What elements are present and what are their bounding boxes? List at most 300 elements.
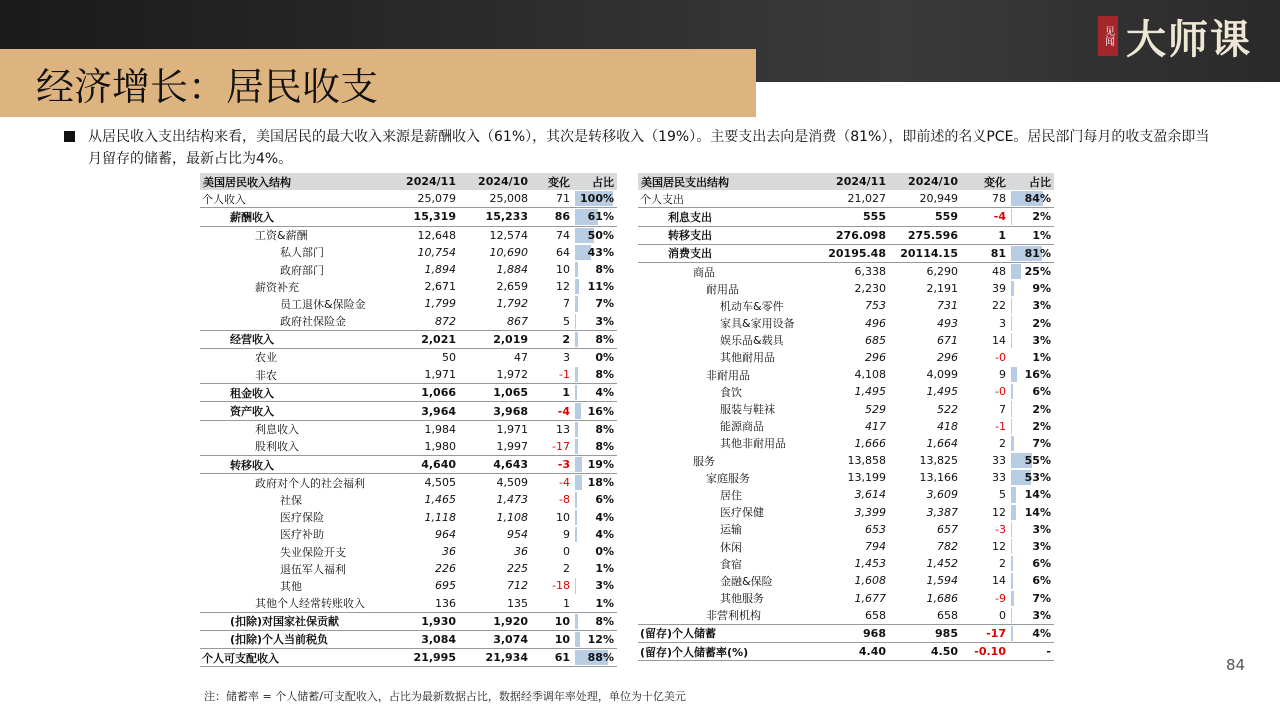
cell-v1: 1,465: [424, 493, 456, 507]
share-bar: [1011, 556, 1013, 571]
cell-v1: 1,930: [380, 612, 459, 630]
cell-v2: 225: [507, 562, 528, 576]
cell-share: [573, 474, 617, 492]
cell-v1: 4.40: [810, 643, 889, 661]
share-bar: [1011, 487, 1016, 502]
cell-v2: 10,690: [489, 245, 528, 259]
share-value: 8%: [595, 368, 614, 382]
row-label: 非农: [200, 366, 380, 384]
cell-share: [1009, 538, 1054, 555]
cell-v2: 13,825: [919, 454, 958, 468]
row-label: 私人部门: [280, 246, 324, 260]
cell-v1: 15,319: [380, 208, 459, 226]
brand-name: 大师课: [1126, 15, 1252, 63]
cell-change: 10: [531, 630, 573, 648]
table-row: [638, 400, 1054, 417]
cell-v2: 12,574: [489, 228, 528, 242]
cell-change: 14: [992, 574, 1006, 588]
cell-v1: 4,640: [380, 456, 459, 474]
cell-share: [1009, 469, 1054, 486]
cell-change: -17: [531, 438, 573, 456]
cell-v1: 1,066: [380, 384, 459, 402]
cell-share: [573, 543, 617, 560]
cell-share: [1009, 244, 1054, 262]
share-value: 4%: [1032, 626, 1051, 640]
row-label: 休闲: [720, 540, 742, 554]
row-label: 服务: [693, 454, 715, 468]
table-row: [200, 526, 617, 543]
row-label: 运输: [720, 523, 742, 537]
cell-v2: 4,643: [459, 456, 531, 474]
brand-logo: [1098, 6, 1252, 66]
cell-v1: 1,980: [380, 438, 459, 456]
row-label: 农业: [255, 351, 277, 365]
share-value: 8%: [595, 614, 614, 628]
share-value: 25%: [1024, 265, 1051, 279]
table-row: [200, 509, 617, 526]
cell-share: [1009, 226, 1054, 244]
cell-share: [1009, 590, 1054, 607]
bullet-square-icon: [64, 131, 75, 142]
share-bar: [1011, 333, 1012, 348]
cell-v2: 731: [937, 299, 958, 313]
cell-v2: 296: [937, 350, 958, 364]
cell-v2: 3,968: [459, 402, 531, 420]
table-row: [200, 543, 617, 560]
row-label: 社保: [280, 493, 302, 507]
row-label: (扣除)对国家社保贡献: [200, 612, 380, 630]
cell-share: [573, 649, 617, 667]
cell-change: 33: [992, 454, 1006, 468]
cell-v2: 13,166: [919, 471, 958, 485]
table-row: [638, 349, 1054, 366]
share-bar: [575, 296, 578, 311]
cell-change: 0: [563, 545, 570, 559]
share-value: 8%: [595, 263, 614, 277]
cell-v2: 2,019: [459, 330, 531, 348]
cell-v1: 555: [810, 208, 889, 226]
share-bar: [575, 403, 581, 418]
cell-share: [1009, 624, 1054, 642]
cell-v2: 1,792: [496, 297, 528, 311]
share-bar: [575, 632, 580, 647]
cell-v2: 4,099: [926, 368, 958, 382]
cell-share: [573, 456, 617, 474]
share-value: 1%: [1032, 228, 1051, 242]
table-row: [200, 295, 617, 312]
cell-change: 2: [531, 330, 573, 348]
cell-v1: 21,995: [380, 649, 459, 667]
row-label: 其他: [280, 579, 302, 593]
cell-change: -3: [995, 522, 1006, 536]
share-value: 1%: [595, 562, 614, 576]
share-bar: [575, 578, 576, 593]
share-value: 3%: [1032, 333, 1051, 347]
table-row: [200, 402, 617, 420]
cell-v1: 13,858: [847, 454, 886, 468]
row-label: 租金收入: [200, 384, 380, 402]
share-value: 84%: [1024, 192, 1051, 206]
cell-share: [1009, 315, 1054, 332]
share-bar: [1011, 591, 1014, 606]
table-row: [200, 348, 617, 366]
share-value: 14%: [1024, 488, 1051, 502]
share-value: 2%: [1032, 210, 1051, 224]
cell-v1: 3,964: [380, 402, 459, 420]
page-title: 经济增长：居民收支: [36, 65, 379, 109]
table-row: [638, 435, 1054, 452]
share-value: 18%: [587, 476, 614, 490]
cell-v1: 12,648: [417, 228, 456, 242]
cell-v2: 1,884: [496, 263, 528, 277]
cell-share: [573, 208, 617, 226]
cell-share: [573, 384, 617, 402]
cell-v2: 657: [937, 522, 958, 536]
bullet-point: [64, 126, 1214, 170]
share-value: 7%: [595, 297, 614, 311]
page-number: 84: [1226, 656, 1246, 674]
cell-v1: 695: [435, 579, 456, 593]
share-bar: [1011, 626, 1013, 641]
cell-share: [573, 366, 617, 384]
cell-share: [1009, 521, 1054, 538]
cell-v2: 493: [937, 316, 958, 330]
table-row: [200, 630, 617, 648]
share-bar: [1011, 316, 1012, 331]
cell-share: [573, 420, 617, 438]
row-label: 能源商品: [720, 420, 764, 434]
cell-v1: 1,666: [854, 436, 886, 450]
share-value: 6%: [1032, 557, 1051, 571]
cell-change: 78: [961, 190, 1009, 208]
row-label: 居住: [720, 488, 742, 502]
cell-change: 2: [563, 562, 570, 576]
cell-change: 48: [992, 265, 1006, 279]
cell-v2: 4.50: [889, 643, 961, 661]
table-row: [638, 332, 1054, 349]
share-value: 4%: [595, 527, 614, 541]
row-label: (留存)个人储蓄率(%): [638, 643, 810, 661]
cell-share: [1009, 418, 1054, 435]
cell-share: [573, 630, 617, 648]
table-row: [200, 577, 617, 594]
row-label: 利息支出: [638, 208, 810, 226]
cell-share: [573, 226, 617, 244]
share-bar: [1011, 539, 1012, 554]
cell-v2: 1,065: [459, 384, 531, 402]
table-row: [200, 313, 617, 331]
income-header-change: 变化: [531, 173, 573, 190]
table-row: [200, 278, 617, 295]
cell-share: [1009, 332, 1054, 349]
cell-share: [573, 261, 617, 278]
income-header-label: 美国居民收入结构: [200, 173, 380, 190]
share-bar: [1011, 419, 1012, 434]
cell-change: 39: [992, 282, 1006, 296]
cell-v2: 418: [937, 419, 958, 433]
share-bar: [575, 527, 577, 542]
row-label: 服装与鞋袜: [720, 403, 775, 417]
cell-share: [1009, 504, 1054, 521]
share-bar: [575, 314, 576, 329]
share-value: 8%: [595, 332, 614, 346]
cell-v2: 36: [514, 545, 528, 559]
cell-v1: 4,108: [854, 368, 886, 382]
row-label: 资产收入: [200, 402, 380, 420]
cell-change: 2: [999, 436, 1006, 450]
table-row: [638, 607, 1054, 625]
share-value: 16%: [1024, 368, 1051, 382]
cell-change: 10: [556, 263, 570, 277]
cell-v2: 867: [459, 313, 531, 331]
cell-share: [1009, 607, 1054, 625]
cell-share: [1009, 643, 1054, 661]
row-label: 转移支出: [638, 226, 810, 244]
cell-v2: 3,387: [926, 505, 958, 519]
expense-header-v2: 2024/10: [889, 173, 961, 190]
share-value: 9%: [1032, 282, 1051, 296]
table-row: [200, 261, 617, 278]
share-value: 4%: [595, 510, 614, 524]
table-row: [638, 297, 1054, 314]
table-row: [200, 456, 617, 474]
cell-v2: 1,972: [459, 366, 531, 384]
cell-change: -0.10: [961, 643, 1009, 661]
share-value: 4%: [595, 386, 614, 400]
expense-header-change: 变化: [961, 173, 1009, 190]
income-table: [200, 173, 617, 667]
row-label: 食饮: [720, 385, 742, 399]
cell-v1: 872: [380, 313, 459, 331]
bullet-text: 从居民收入支出结构来看，美国居民的最大收入来源是薪酬收入（61%），其次是转移收入（19%）。主要支出去向是消费（81%），即前述的名义PCE。居民部门每月的收支盈余即当月留存的储蓄，最新占比为4%。: [88, 129, 1210, 167]
table-row: [200, 595, 617, 613]
cell-v2: 1,664: [926, 436, 958, 450]
expense-header-row: [638, 173, 1054, 190]
cell-v2: 1,686: [926, 591, 958, 605]
cell-share: [573, 560, 617, 577]
cell-share: [573, 577, 617, 594]
cell-v2: 275.596: [889, 226, 961, 244]
cell-v1: 1,894: [424, 263, 456, 277]
cell-v1: 753: [865, 299, 886, 313]
share-bar: [1011, 573, 1013, 588]
share-value: 1%: [1032, 350, 1051, 364]
share-value: 3%: [1032, 608, 1051, 622]
table-row: [638, 418, 1054, 435]
cell-change: -4: [961, 208, 1009, 226]
cell-share: [1009, 400, 1054, 417]
cell-share: [1009, 383, 1054, 400]
cell-v2: 20114.15: [889, 244, 961, 262]
row-label: 经营收入: [200, 330, 380, 348]
cell-change: -8: [559, 493, 570, 507]
cell-change: 10: [531, 612, 573, 630]
row-label: (扣除)个人当前税负: [200, 630, 380, 648]
share-value: 55%: [1024, 454, 1051, 468]
share-bar: [1011, 401, 1012, 416]
title-box: [0, 49, 756, 117]
cell-share: [1009, 452, 1054, 469]
row-label: 医疗保健: [720, 506, 764, 520]
brand-seal: 见闻: [1098, 16, 1118, 56]
row-label: 金融&保险: [720, 574, 773, 588]
row-label: 食宿: [720, 557, 742, 571]
cell-change: 14: [992, 333, 1006, 347]
share-value: 3%: [1032, 299, 1051, 313]
cell-v2: 1,108: [496, 510, 528, 524]
cell-v1: 417: [865, 419, 886, 433]
share-value: 11%: [587, 280, 614, 294]
share-value: 16%: [587, 404, 614, 418]
share-value: 8%: [595, 439, 614, 453]
cell-v1: 4,505: [424, 476, 456, 490]
table-row: [638, 280, 1054, 297]
cell-v1: 2,021: [380, 330, 459, 348]
table-row: [638, 590, 1054, 607]
cell-v2: 1,473: [496, 493, 528, 507]
cell-change: 1: [961, 226, 1009, 244]
share-value: 19%: [587, 458, 614, 472]
row-label: 商品: [693, 265, 715, 279]
cell-change: -3: [531, 456, 573, 474]
cell-share: [573, 244, 617, 261]
cell-v1: 1,677: [854, 591, 886, 605]
table-row: [638, 521, 1054, 538]
table-row: [200, 438, 617, 456]
share-value: 3%: [1032, 522, 1051, 536]
cell-v1: 794: [865, 540, 886, 554]
row-label: 家具&家用设备: [720, 317, 795, 331]
share-bar: [575, 262, 578, 277]
row-label: 个人收入: [200, 190, 380, 208]
table-row: [638, 244, 1054, 262]
table-row: [638, 190, 1054, 208]
cell-v2: 25,008: [459, 190, 531, 208]
expense-header-label: 美国居民支出结构: [638, 173, 810, 190]
table-row: [200, 649, 617, 667]
cell-change: 86: [531, 208, 573, 226]
share-value: 7%: [1032, 591, 1051, 605]
cell-v1: 25,079: [380, 190, 459, 208]
cell-v2: 954: [507, 527, 528, 541]
cell-v1: 496: [865, 316, 886, 330]
cell-v2: 1,971: [496, 422, 528, 436]
table-row: [200, 226, 617, 244]
cell-share: [1009, 280, 1054, 297]
cell-v2: 985: [889, 624, 961, 642]
cell-change: -1: [995, 419, 1006, 433]
cell-share: [1009, 435, 1054, 452]
share-bar: [575, 510, 577, 525]
cell-share: [573, 526, 617, 543]
cell-v2: 1,594: [926, 574, 958, 588]
share-value: 6%: [1032, 385, 1051, 399]
share-bar: [575, 367, 578, 382]
cell-change: 61: [531, 649, 573, 667]
cell-change: 12: [992, 540, 1006, 554]
cell-share: [1009, 262, 1054, 280]
cell-v1: 2,671: [424, 280, 456, 294]
row-label: 非营利机构: [638, 607, 810, 625]
cell-change: -18: [552, 579, 570, 593]
row-label: 政府部门: [280, 263, 324, 277]
share-value: 2%: [1032, 402, 1051, 416]
row-label: 失业保险开支: [280, 545, 346, 559]
row-label: 耐用品: [706, 282, 739, 296]
share-value: 61%: [587, 210, 614, 224]
row-label: 非耐用品: [706, 368, 750, 382]
cell-v1: 1,799: [424, 297, 456, 311]
table-row: [638, 538, 1054, 555]
row-label: 其他个人经常转账收入: [200, 595, 380, 613]
share-bar: [575, 492, 577, 507]
cell-share: [573, 595, 617, 613]
table-row: [638, 572, 1054, 589]
table-row: [200, 612, 617, 630]
cell-share: [573, 295, 617, 312]
share-value: 8%: [595, 422, 614, 436]
share-bar: [575, 332, 578, 347]
table-row: [638, 643, 1054, 661]
cell-change: -0: [995, 385, 1006, 399]
cell-v2: 522: [937, 402, 958, 416]
cell-share: [573, 348, 617, 366]
row-label: 退伍军人福利: [280, 562, 346, 576]
share-bar: [1011, 505, 1016, 520]
table-row: [638, 383, 1054, 400]
cell-share: [1009, 366, 1054, 383]
share-bar: [575, 422, 578, 437]
share-value: 43%: [587, 245, 614, 259]
share-value: 81%: [1024, 246, 1051, 260]
cell-share: [1009, 486, 1054, 503]
row-label: 其他非耐用品: [720, 437, 786, 451]
cell-share: [573, 612, 617, 630]
cell-share: [1009, 572, 1054, 589]
row-label: 其他服务: [720, 592, 764, 606]
row-label: (留存)个人储蓄: [638, 624, 810, 642]
cell-change: 3: [563, 350, 570, 364]
cell-change: 22: [992, 299, 1006, 313]
cell-v2: 658: [889, 607, 961, 625]
cell-v2: 1,495: [926, 385, 958, 399]
share-value: 3%: [1032, 540, 1051, 554]
cell-change: 9: [999, 368, 1006, 382]
cell-v2: 6,290: [926, 265, 958, 279]
cell-v2: 20,949: [889, 190, 961, 208]
table-row: [638, 208, 1054, 226]
share-bar: [575, 279, 579, 294]
cell-change: -17: [961, 624, 1009, 642]
cell-share: [573, 438, 617, 456]
cell-v1: 50: [442, 350, 456, 364]
cell-share: [573, 491, 617, 508]
cell-v2: 4,509: [496, 476, 528, 490]
cell-change: 12: [992, 505, 1006, 519]
table-row: [638, 262, 1054, 280]
share-bar: [575, 385, 577, 400]
table-row: [638, 504, 1054, 521]
share-bar: [1011, 384, 1013, 399]
cell-share: [1009, 208, 1054, 226]
table-row: [200, 208, 617, 226]
share-bar: [1011, 367, 1017, 382]
share-bar: [575, 614, 578, 629]
cell-change: 5: [999, 488, 1006, 502]
share-value: 14%: [1024, 505, 1051, 519]
row-label: 消费支出: [638, 244, 810, 262]
cell-change: -9: [995, 591, 1006, 605]
